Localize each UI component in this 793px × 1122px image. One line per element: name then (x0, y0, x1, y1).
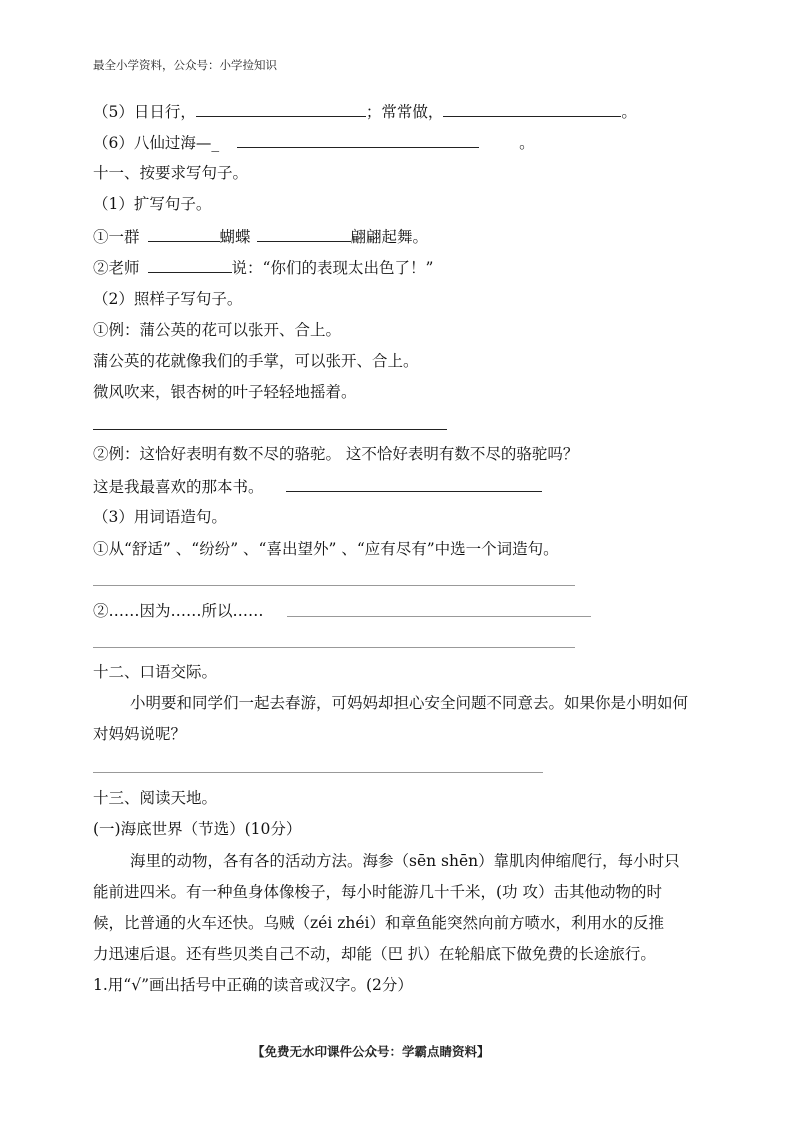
prompt-text: 微风吹来，银杏树的叶子轻轻地摇着。 (93, 383, 357, 401)
answer-line[interactable] (287, 616, 591, 617)
page-header: 最全小学资料，公众号：小学捡知识 (93, 58, 277, 72)
text: （5）日日行， (93, 103, 196, 121)
prompt-line (93, 601, 264, 621)
reading-paragraph: 力迅速后退。还有些贝类自己不动，却能（巴 扒）在轮船底下做免费的长途旅行。 (93, 945, 656, 963)
page-footer: 【免费无水印课件公众号：学霸点睛资料】 (252, 1044, 490, 1059)
paragraph-text: 小明要和同学们一起去春游，可妈妈却担心安全问题不同意去。如果你是小明如何 (130, 694, 689, 712)
text: ①一群 (93, 228, 140, 246)
section-13-title: 十三、阅读天地。 (93, 789, 218, 807)
paragraph-text: 对妈妈说呢？ (93, 725, 187, 743)
text: 蝴蝶 (219, 228, 251, 246)
answer-blank[interactable] (148, 226, 220, 242)
text: 。 (519, 134, 535, 152)
reading-paragraph: 能前进四米。有一种鱼身体像梭子，每小时能游几十千米，(功 攻）击其他动物的时 (93, 883, 662, 901)
answer-line[interactable] (93, 585, 575, 586)
text: ；常常做， (365, 103, 444, 121)
text: 说：“你们的表现太出色了！” (231, 259, 434, 277)
expand-sentence-2 (93, 257, 433, 278)
expand-sentence-1 (93, 226, 428, 247)
section-12-title: 十二、口语交际。 (93, 663, 218, 681)
line-5 (93, 101, 637, 122)
text: 这是我最喜欢的那本书。 (93, 478, 264, 496)
answer-blank[interactable] (443, 101, 621, 117)
text: ②老师 (93, 259, 140, 277)
text: 。 (621, 103, 637, 121)
answer-blank[interactable] (237, 132, 479, 148)
reading-paragraph: 海里的动物，各有各的活动方法。海参（sēn shēn）靠肌肉伸缩爬行，每小时只 (130, 852, 680, 870)
answer-line[interactable] (93, 429, 447, 430)
prompt-line (93, 476, 542, 497)
subsection-title: （1）扩写句子。 (93, 195, 212, 213)
section-11-title: 十一、按要求写句子。 (93, 164, 249, 182)
subsection-title: （3）用词语造句。 (93, 508, 227, 526)
text: ②……因为……所以…… (93, 602, 264, 620)
answer-blank[interactable] (286, 476, 542, 492)
line-6 (93, 132, 535, 153)
question-text: 1.用“√”画出括号中正确的读音或汉字。(2分） (93, 976, 413, 994)
example-text: ①例：蒲公英的花可以张开、合上。 (93, 321, 342, 339)
answer-blank[interactable] (257, 226, 351, 242)
example-text: ②例：这恰好表明有数不尽的骆驼。 这不恰好表明有数不尽的骆驼吗？ (93, 445, 579, 463)
reading-title: (一)海底世界（节选）(10分） (93, 820, 302, 838)
reading-paragraph: 候，比普通的火车还快。乌贼（zéi zhéi）和章鱼能突然向前方喷水，利用水的反推 (93, 914, 665, 932)
text: 翩翩起舞。 (350, 228, 429, 246)
answer-line[interactable] (93, 647, 575, 648)
subsection-title: （2）照样子写句子。 (93, 290, 243, 308)
answer-blank[interactable] (148, 257, 232, 273)
answer-line[interactable] (93, 772, 543, 773)
text: （6）八仙过海—_ (93, 134, 220, 152)
example-text: 蒲公英的花就像我们的手掌，可以张开、合上。 (93, 352, 419, 370)
answer-blank[interactable] (196, 101, 366, 117)
prompt-text: ①从“舒适” 、“纷纷” 、“喜出望外” 、“应有尽有”中选一个词造句。 (93, 540, 559, 558)
